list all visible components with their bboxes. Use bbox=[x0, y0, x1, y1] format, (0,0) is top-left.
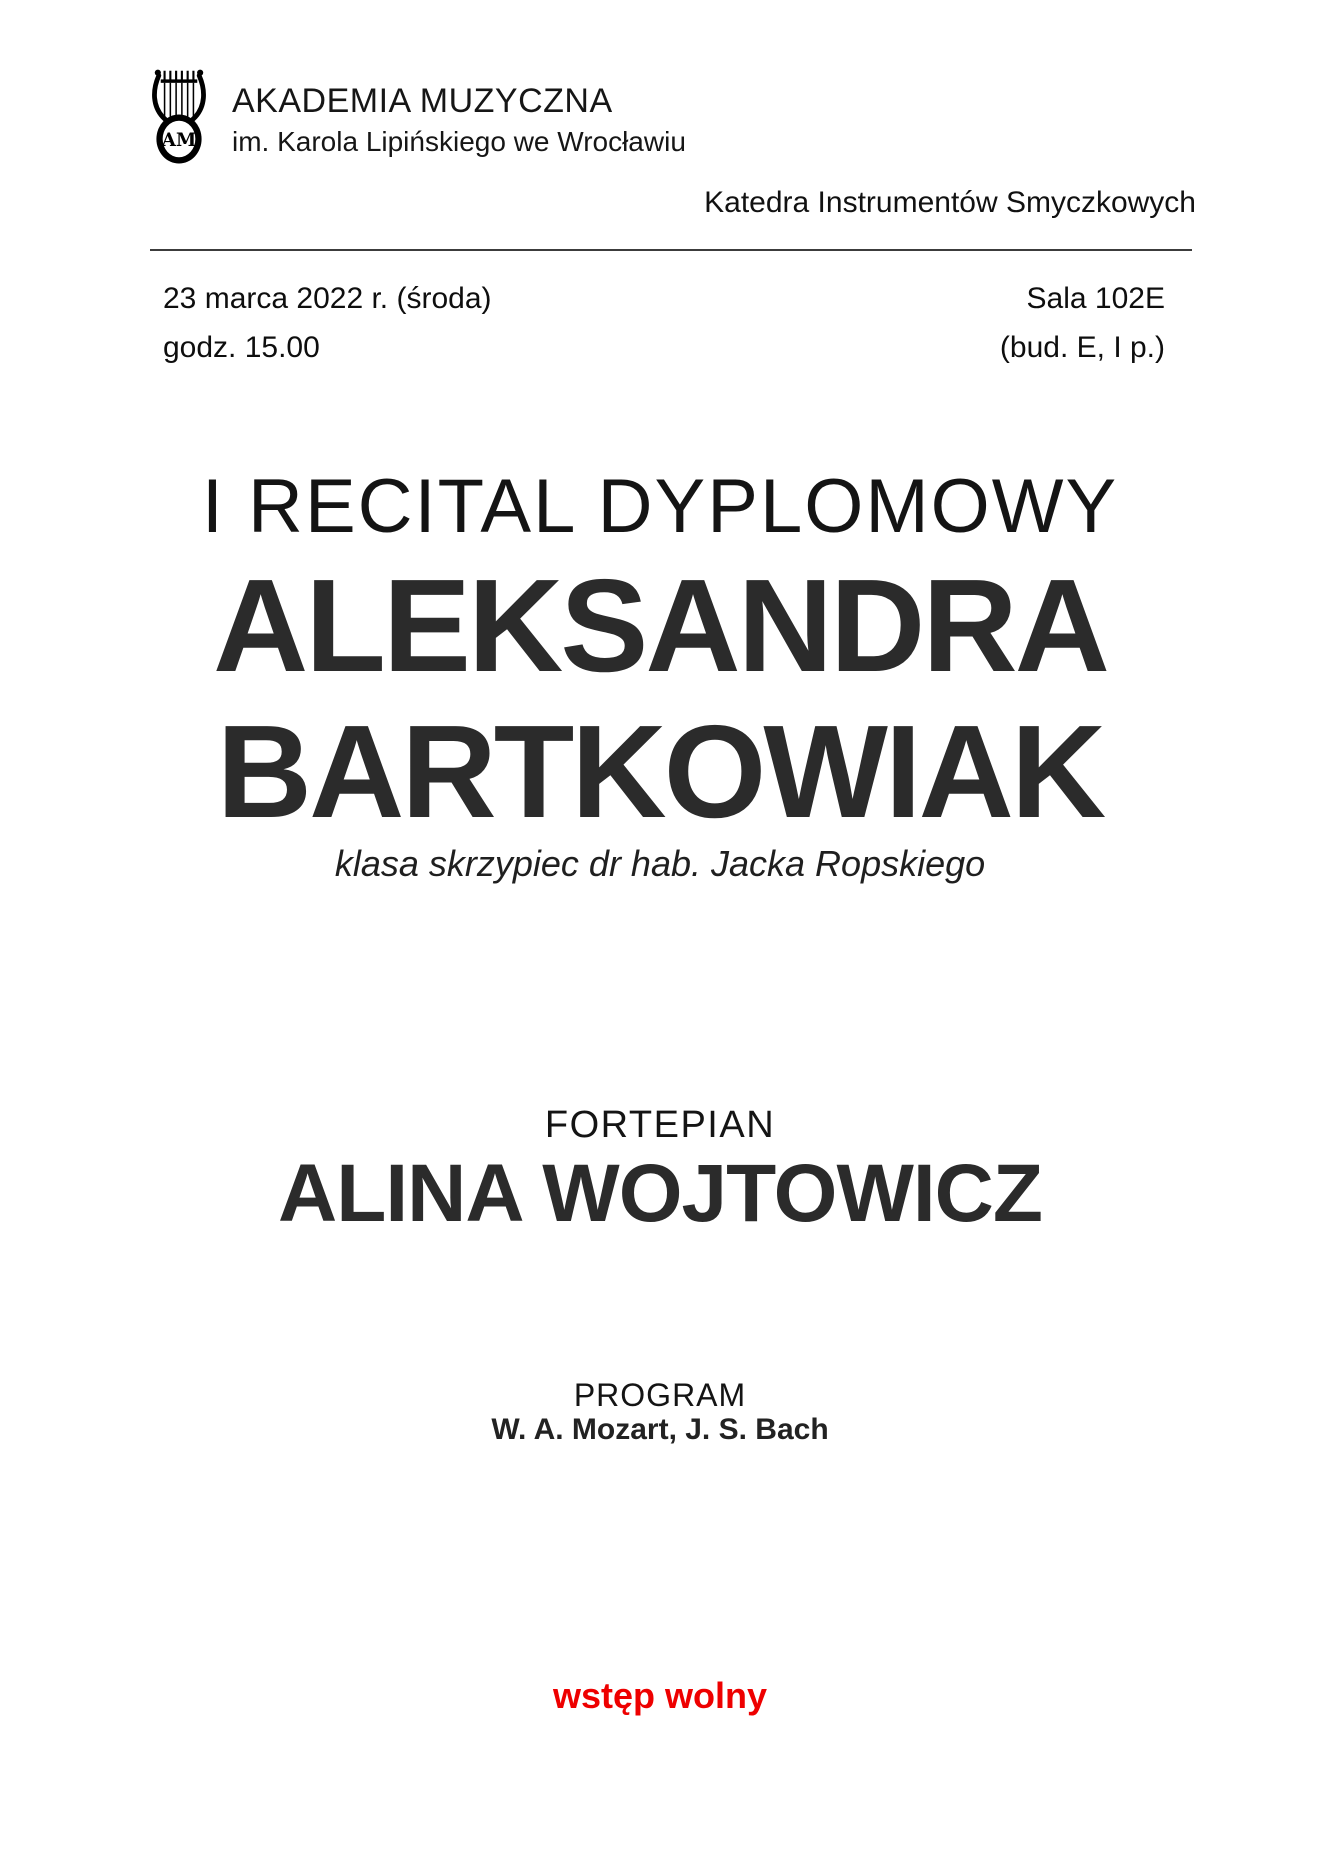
event-building: (bud. E, I p.) bbox=[999, 331, 1165, 364]
header-divider bbox=[150, 249, 1192, 251]
logo-monogram: AM bbox=[161, 130, 197, 152]
admission-notice: wstęp wolny bbox=[552, 1675, 768, 1716]
event-datetime bbox=[163, 274, 492, 372]
academy-logo bbox=[150, 64, 686, 164]
event-location bbox=[1000, 274, 1165, 372]
event-date: 23 marca 2022 r. (środa) bbox=[163, 282, 492, 315]
program-composers: W. A. Mozart, J. S. Bach bbox=[491, 1413, 829, 1446]
logo-text bbox=[232, 64, 686, 156]
lyre-icon bbox=[150, 64, 208, 164]
performer-first-name: ALEKSANDRA bbox=[213, 552, 1107, 699]
accompanist-name: ALINA WOJTOWICZ bbox=[278, 1148, 1042, 1239]
performer-last-name: BARTKOWIAK bbox=[216, 698, 1104, 845]
recital-title: I RECITAL DYPLOMOWY bbox=[201, 464, 1119, 549]
violin-class-credit: klasa skrzypiec dr hab. Jacka Ropskiego bbox=[334, 843, 986, 884]
event-time: godz. 15.00 bbox=[163, 331, 320, 364]
accompanist-instrument: FORTEPIAN bbox=[544, 1104, 776, 1146]
org-subtitle: im. Karola Lipińskiego we Wrocławiu bbox=[232, 126, 686, 157]
org-name: AKADEMIA MUZYCZNA bbox=[232, 82, 613, 120]
event-room: Sala 102E bbox=[1026, 282, 1165, 315]
department-name: Katedra Instrumentów Smyczkowych bbox=[704, 186, 1196, 219]
program-heading: PROGRAM bbox=[573, 1377, 747, 1413]
